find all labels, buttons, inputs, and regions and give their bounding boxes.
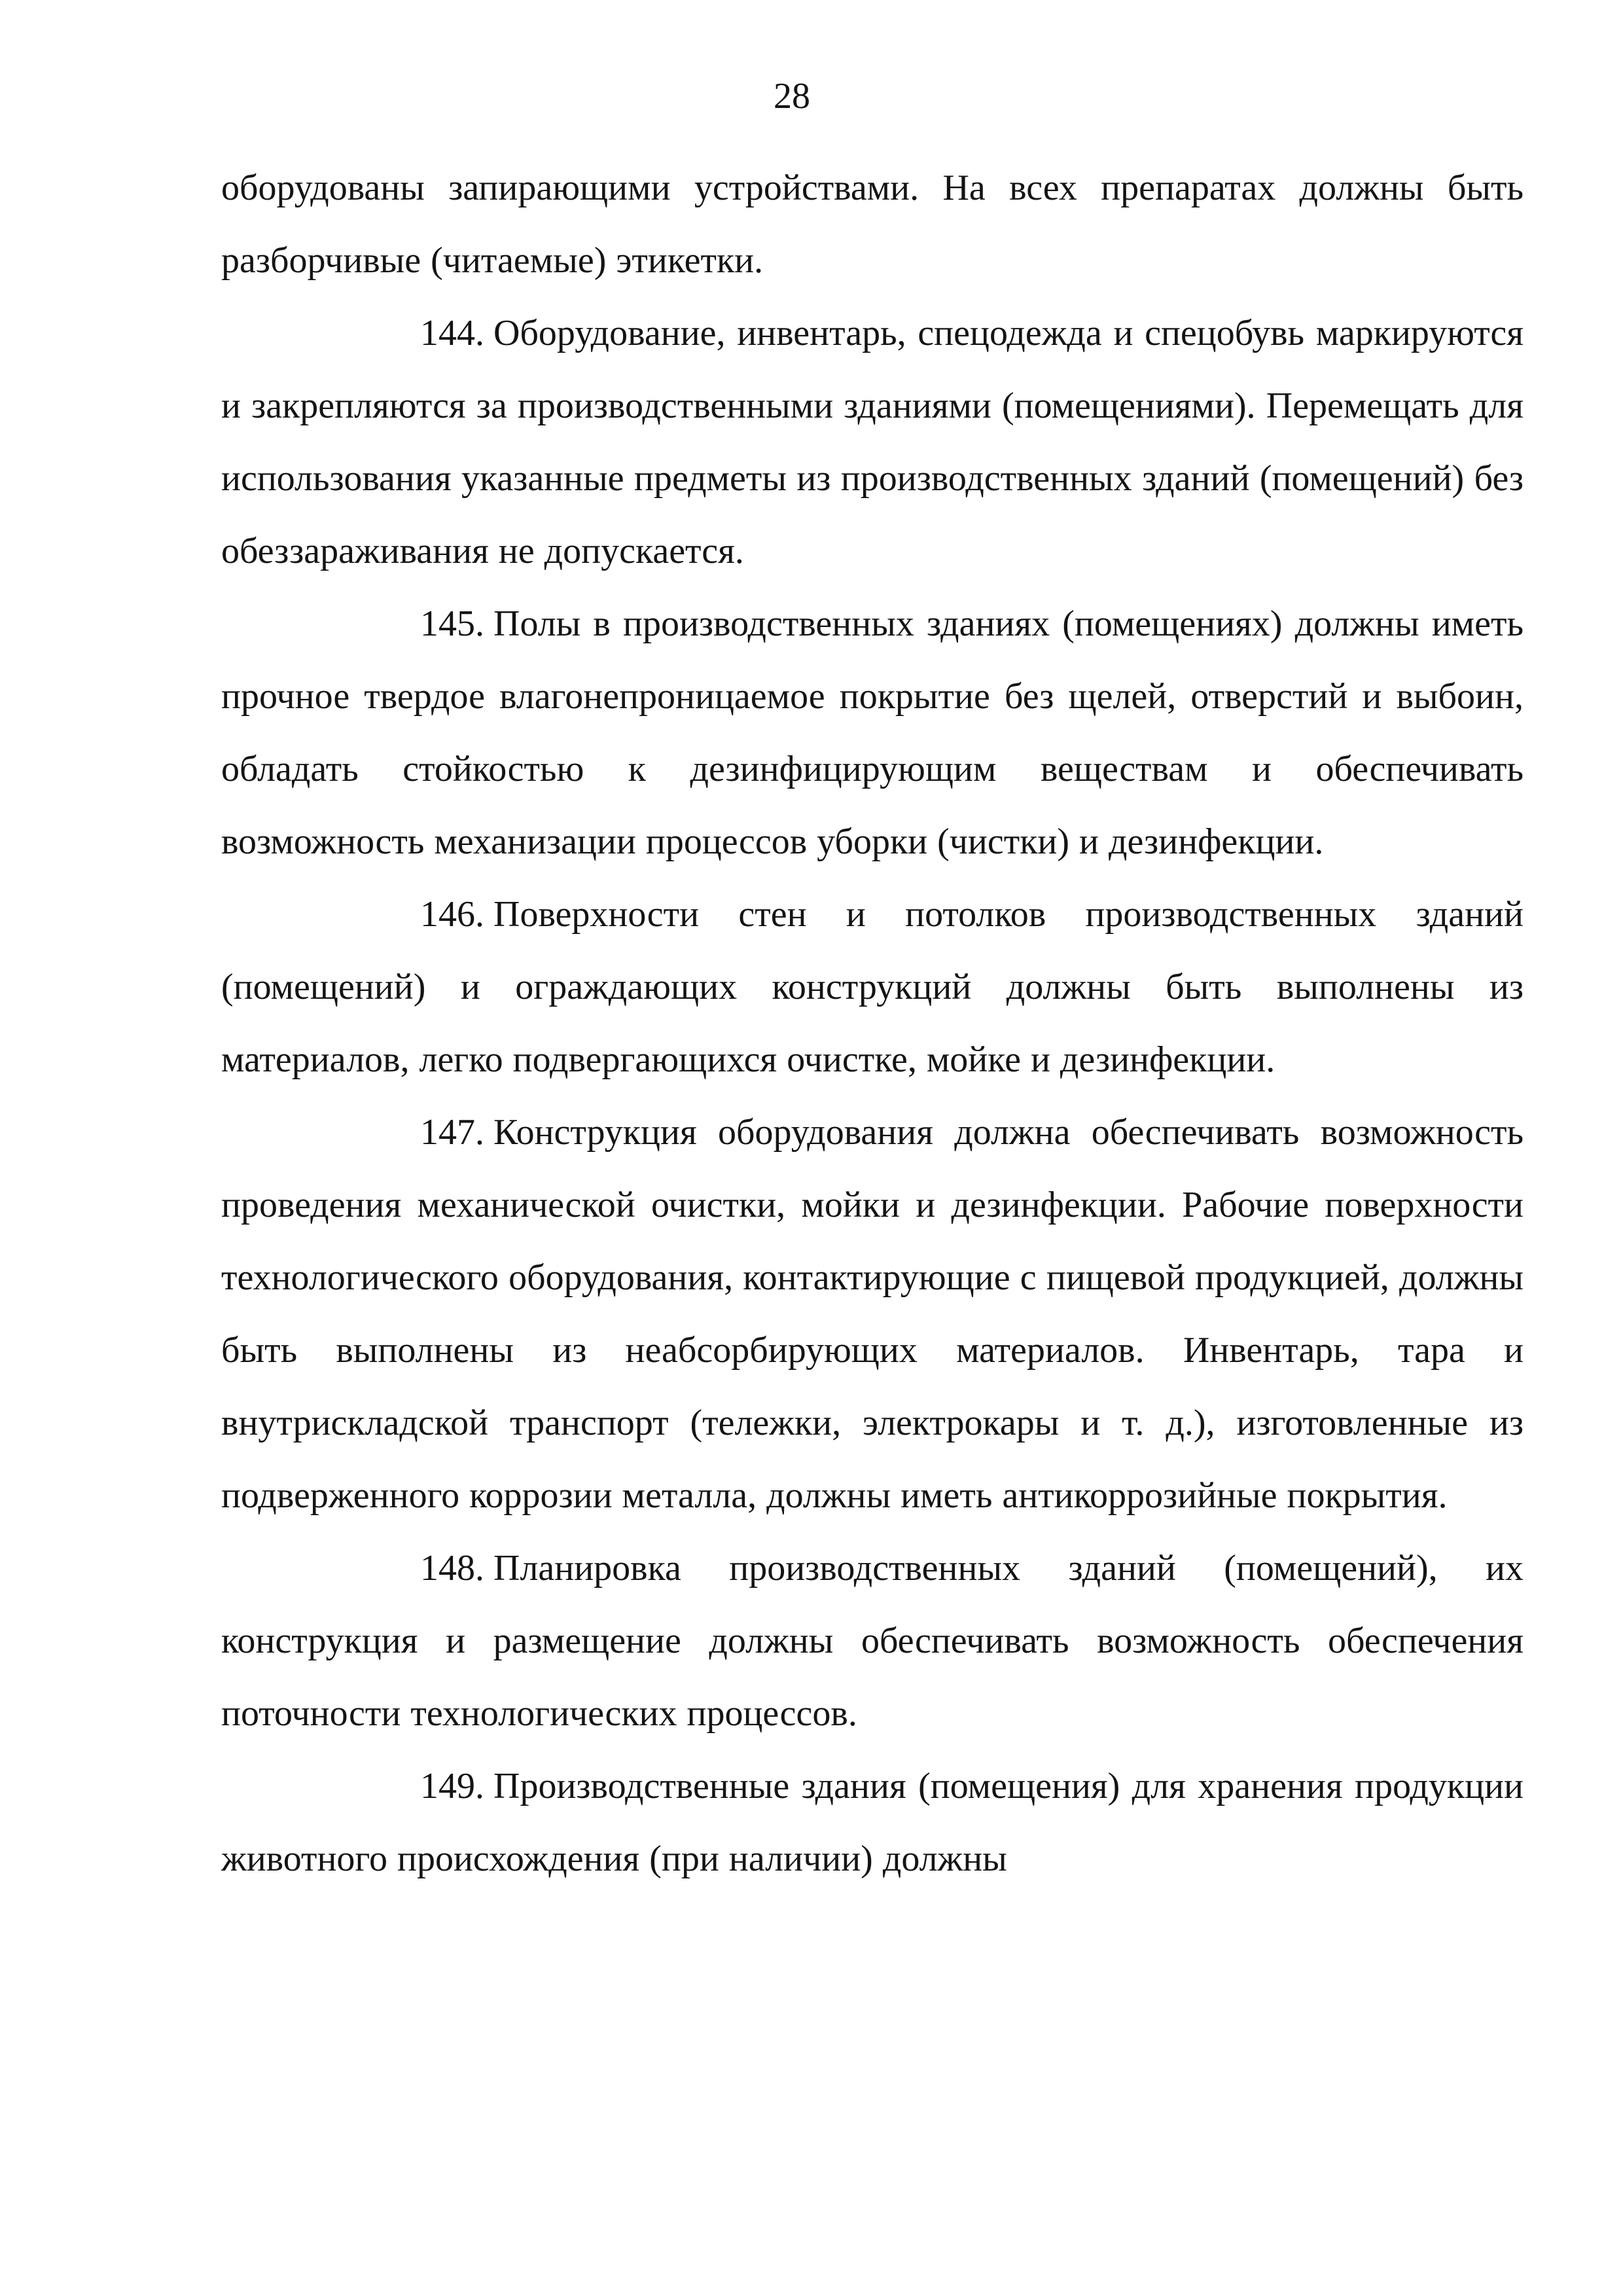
page-number: 28 [774,76,810,117]
paragraph-148 [221,1532,1524,1750]
paragraph-144 [221,297,1524,588]
paragraph-text: оборудованы запирающими устройствами. На всех препаратах должны быть разборчивые (читаемые) этикетки. [221,168,1524,281]
paragraph-number: 145. [420,603,484,644]
paragraph-149 [221,1750,1524,1895]
paragraph-continuation [221,152,1524,297]
paragraph-number: 148. [420,1548,484,1588]
paragraph-text: Конструкция оборудования должна обеспечивать возможность проведения механической очистки, мойки и дезинфекции. Рабочие поверхности технологического оборудования, контактирующие с пищевой продукцией, должны быть выполнены из неабсорбирующих материалов. Инвентарь, тара и внутрискладской транспорт (тележки, электрокары и т. д.), изготовленные из подверженного коррозии металла, должны иметь антикоррозийные покрытия. [221,1112,1524,1516]
paragraph-number: 149. [420,1766,484,1806]
paragraph-text: Полы в производственных зданиях (помещениях) должны иметь прочное твердое влагонепроницаемое покрытие без щелей, отверстий и выбоин, обладать стойкостью к дезинфицирующим веществам и обеспечивать возможность механизации процессов уборки (чистки) и дезинфекции. [221,603,1524,862]
paragraph-146 [221,878,1524,1096]
paragraph-number: 144. [420,313,484,353]
paragraph-text: Поверхности стен и потолков производственных зданий (помещений) и ограждающих конструкций должны быть выполнены из материалов, легко подвергающихся очистке, мойке и дезинфекции. [221,894,1524,1080]
paragraph-147 [221,1096,1524,1532]
paragraph-text: Оборудование, инвентарь, спецодежда и спецобувь маркируются и закрепляются за производственными зданиями (помещениями). Перемещать для использования указанные предметы из производственных зданий (помещений) без обеззараживания не допускается. [221,313,1524,571]
paragraph-text: Производственные здания (помещения) для хранения продукции животного происхождения (при наличии) должны [221,1766,1524,1879]
paragraph-number: 147. [420,1112,484,1153]
document-body [221,152,1524,1895]
paragraph-number: 146. [420,894,484,935]
paragraph-145 [221,588,1524,878]
paragraph-text: Планировка производственных зданий (помещений), их конструкция и размещение должны обеспечивать возможность обеспечения поточности технологических процессов. [221,1548,1524,1734]
